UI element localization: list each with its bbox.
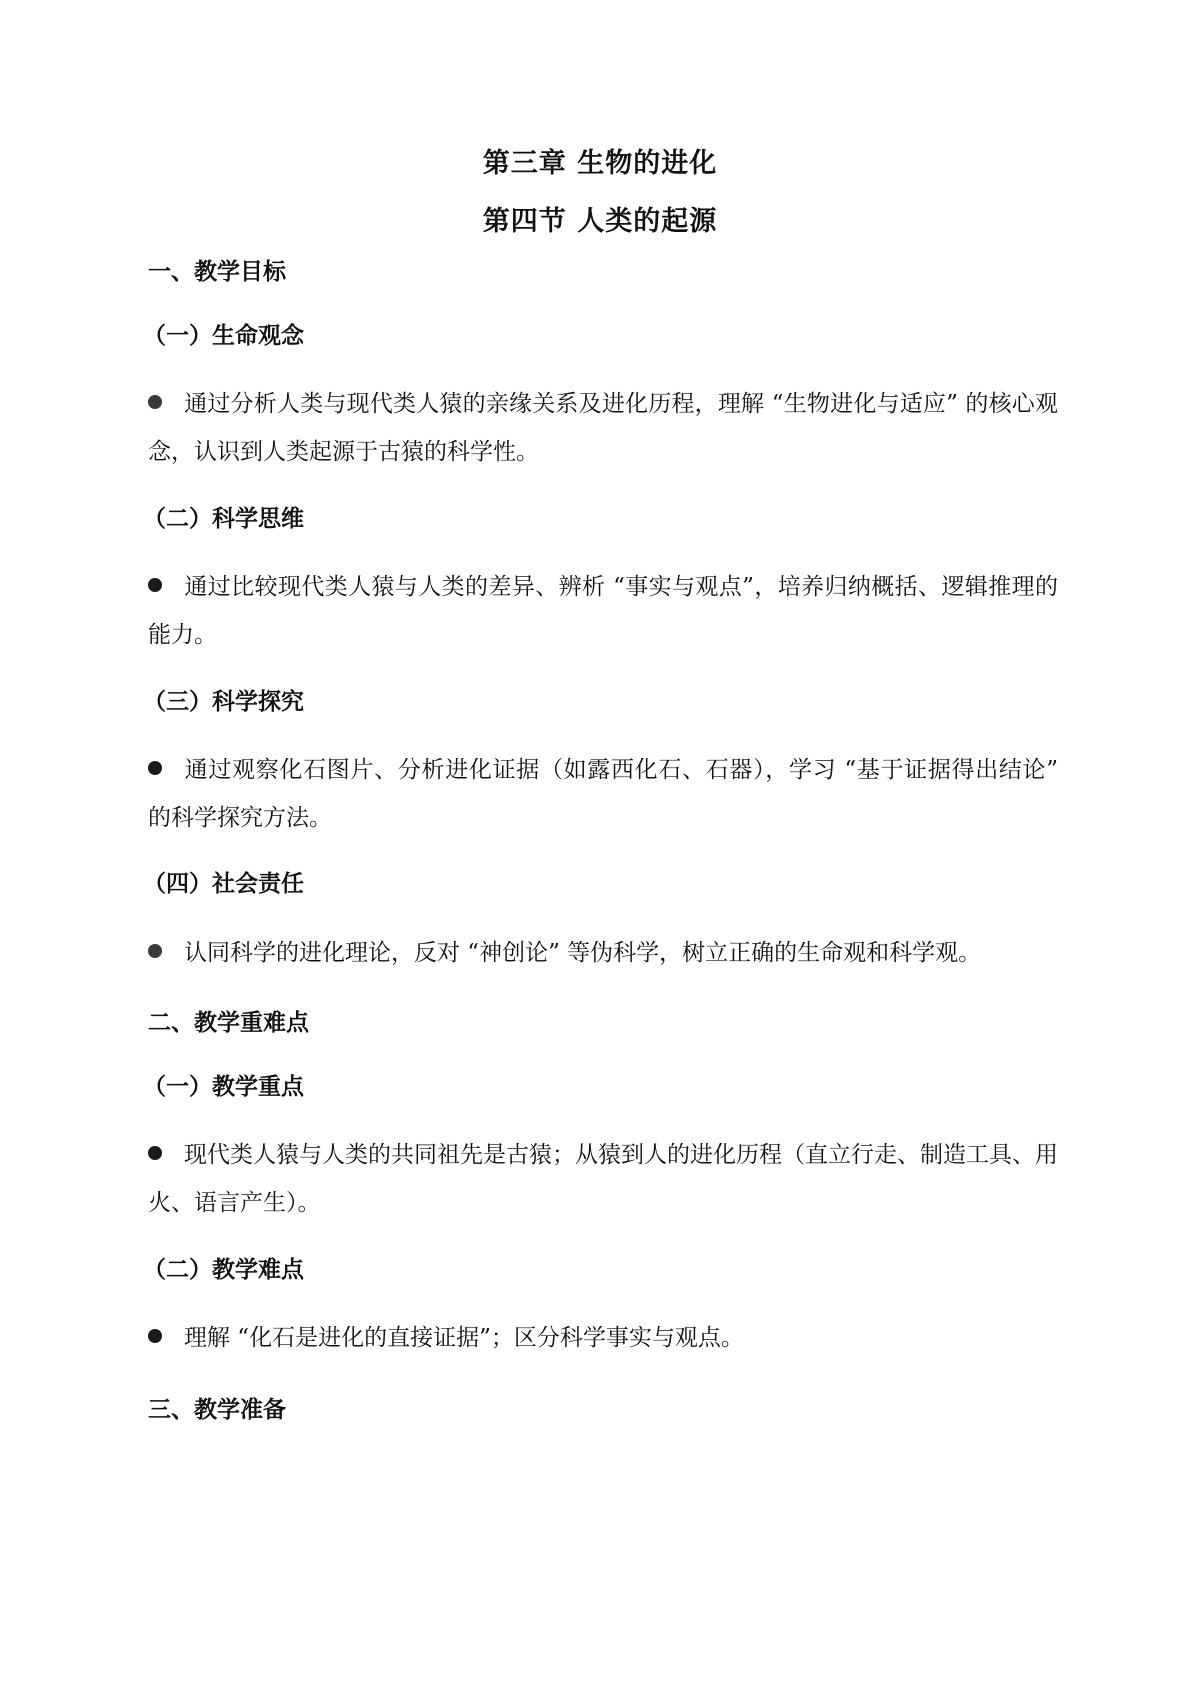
bullet-dot-icon — [148, 1329, 162, 1343]
subheading-social-responsibility: （四）社会责任 — [143, 870, 304, 897]
subheading-difficult-points: （二）教学难点 — [143, 1256, 304, 1283]
subheading-life-concept: （一）生命观念 — [143, 322, 304, 349]
heading-teaching-objectives: 一、教学目标 — [148, 258, 286, 285]
bullet-text: 通过观察化石图片、分析进化证据（如露西化石、石器），学习 “基于证据得出结论” 的科学探究方法。 — [148, 757, 1058, 831]
bullet-life-concept — [148, 380, 1058, 476]
bullet-difficult-points — [148, 1314, 1058, 1362]
subheading-scientific-thinking: （二）科学思维 — [143, 505, 304, 532]
bullet-dot-icon — [148, 578, 162, 592]
bullet-dot-icon — [148, 1146, 162, 1160]
bullet-text: 现代类人猿与人类的共同祖先是古猿；从猿到人的进化历程（直立行走、制造工具、用火、语言产生）。 — [148, 1142, 1058, 1216]
bullet-scientific-inquiry — [148, 746, 1058, 842]
subheading-scientific-inquiry: （三）科学探究 — [143, 688, 304, 715]
bullet-dot-icon — [148, 395, 162, 409]
section-title: 第四节 人类的起源 — [482, 206, 718, 237]
bullet-scientific-thinking — [148, 563, 1058, 659]
bullet-text: 通过分析人类与现代类人猿的亲缘关系及进化历程，理解 “生物进化与适应” 的核心观念，认识到人类起源于古猿的科学性。 — [148, 391, 1058, 465]
bullet-text: 理解 “化石是进化的直接证据”；区分科学事实与观点。 — [184, 1325, 744, 1351]
heading-teaching-preparation: 三、教学准备 — [148, 1396, 286, 1423]
bullet-key-points — [148, 1131, 1058, 1227]
bullet-text: 通过比较现代类人猿与人类的差异、辨析 “事实与观点”，培养归纳概括、逻辑推理的能力。 — [148, 574, 1058, 648]
heading-key-difficult-points: 二、教学重难点 — [148, 1009, 309, 1036]
bullet-dot-icon — [148, 944, 162, 958]
bullet-social-responsibility — [148, 929, 1058, 977]
bullet-text: 认同科学的进化理论，反对 “神创论” 等伪科学，树立正确的生命观和科学观。 — [184, 940, 982, 966]
chapter-title: 第三章 生物的进化 — [482, 148, 718, 179]
subheading-key-points: （一）教学重点 — [143, 1073, 304, 1100]
bullet-dot-icon — [148, 761, 162, 775]
